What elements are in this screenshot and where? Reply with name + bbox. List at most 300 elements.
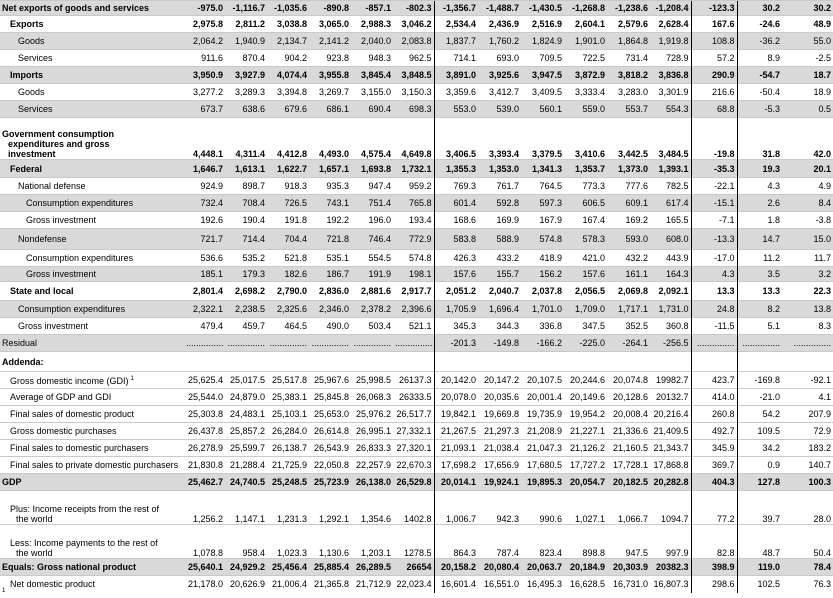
- table-cell: 25,017.5: [225, 372, 267, 389]
- table-cell: 414.0: [691, 389, 737, 406]
- table-cell: 418.9: [521, 250, 564, 267]
- table-cell: 336.8: [521, 318, 564, 335]
- table-cell: 536.6: [184, 250, 225, 267]
- table-cell: 601.4: [434, 195, 478, 212]
- table-cell: 2,040.7: [478, 282, 521, 301]
- table-cell: 20.1: [782, 160, 833, 178]
- row-label-text: Imports: [10, 70, 44, 80]
- table-cell: 426.3: [434, 250, 478, 267]
- table-cell: 20,149.6: [564, 389, 607, 406]
- table-cell: 119.0: [737, 559, 782, 576]
- table-cell: 25,599.7: [225, 440, 267, 457]
- table-cell: 13.3: [737, 282, 782, 301]
- table-cell: -1,116.7: [225, 1, 267, 16]
- table-cell: 1,354.6: [351, 491, 393, 525]
- table-cell: -24.6: [737, 16, 782, 33]
- table-cell: 904.2: [267, 50, 309, 67]
- table-cell: 443.9: [650, 250, 691, 267]
- table-cell: 39.7: [737, 491, 782, 525]
- table-cell: 109.5: [737, 423, 782, 440]
- table-cell: 1.8: [737, 212, 782, 229]
- table-cell: 1,231.3: [267, 491, 309, 525]
- row-label-text: Gross investment: [26, 269, 97, 279]
- table-cell: 704.4: [267, 229, 309, 250]
- table-cell: ...............: [691, 335, 737, 352]
- row-label-line: the world: [16, 548, 53, 558]
- table-cell: 764.5: [521, 178, 564, 195]
- table-cell: -54.7: [737, 67, 782, 84]
- table-cell: 1,760.2: [478, 33, 521, 50]
- table-cell: 773.3: [564, 178, 607, 195]
- table-cell: 2,040.0: [351, 33, 393, 50]
- table-row: [0, 67, 833, 84]
- table-cell: 3,484.5: [650, 118, 691, 160]
- table-cell: 4,493.0: [309, 118, 351, 160]
- table-cell: -7.1: [691, 212, 737, 229]
- table-cell: 19982.7: [650, 372, 691, 389]
- table-cell: 2,628.4: [650, 16, 691, 33]
- table-cell: 2,516.9: [521, 16, 564, 33]
- table-cell: 3,409.5: [521, 84, 564, 101]
- table-cell: 185.1: [184, 267, 225, 282]
- table-cell: 578.3: [564, 229, 607, 250]
- table-cell: 1,373.0: [607, 160, 650, 178]
- row-label-text: Exports: [10, 19, 44, 29]
- table-cell: 16,731.0: [607, 576, 650, 593]
- table-cell: 17,656.9: [478, 457, 521, 474]
- table-cell: 746.4: [351, 229, 393, 250]
- table-cell: 2,698.2: [225, 282, 267, 301]
- table-row: [0, 50, 833, 67]
- table-cell: 3,848.5: [393, 67, 434, 84]
- row-label: [0, 178, 184, 195]
- table-cell: 3,412.7: [478, 84, 521, 101]
- table-cell: 1278.5: [393, 525, 434, 559]
- table-cell: -1,488.7: [478, 1, 521, 16]
- table-cell: 169.9: [478, 212, 521, 229]
- table-cell: ...............: [267, 335, 309, 352]
- row-label-text: Nondefense: [18, 234, 67, 244]
- table-cell: 26,529.8: [393, 474, 434, 491]
- table-cell: 347.5: [564, 318, 607, 335]
- table-cell: 20,107.5: [521, 372, 564, 389]
- table-cell: 54.2: [737, 406, 782, 423]
- table-cell: 18.7: [782, 67, 833, 84]
- table-cell: 3,872.9: [564, 67, 607, 84]
- table-cell: 290.9: [691, 67, 737, 84]
- table-cell: 3,925.6: [478, 67, 521, 84]
- table-cell: 5.1: [737, 318, 782, 335]
- table-cell: 1,837.7: [434, 33, 478, 50]
- table-cell: 20,184.9: [564, 559, 607, 576]
- table-cell: 521.8: [267, 250, 309, 267]
- table-cell: 864.3: [434, 525, 478, 559]
- table-cell: 19,895.3: [521, 474, 564, 491]
- table-row: [0, 474, 833, 491]
- table-cell: [309, 352, 351, 372]
- table-cell: 553.0: [434, 101, 478, 118]
- table-cell: 27,320.1: [393, 440, 434, 457]
- table-row: [0, 33, 833, 50]
- table-cell: ...............: [225, 335, 267, 352]
- table-cell: 553.7: [607, 101, 650, 118]
- table-cell: 25,845.8: [309, 389, 351, 406]
- table-cell: 20,035.6: [478, 389, 521, 406]
- table-cell: 17,727.2: [564, 457, 607, 474]
- table-cell: 169.2: [607, 212, 650, 229]
- table-cell: 2,917.7: [393, 282, 434, 301]
- row-label-text: GDP: [2, 477, 22, 487]
- table-cell: 21,409.5: [650, 423, 691, 440]
- table-cell: 183.2: [782, 440, 833, 457]
- table-cell: 732.4: [184, 195, 225, 212]
- row-label-text: Equals: Gross national product: [2, 562, 137, 572]
- table-cell: 2,322.1: [184, 301, 225, 318]
- table-cell: 25,998.5: [351, 372, 393, 389]
- table-cell: 26,138.0: [351, 474, 393, 491]
- table-cell: 25,857.2: [225, 423, 267, 440]
- table-cell: 4,412.8: [267, 118, 309, 160]
- table-cell: 20382.3: [650, 559, 691, 576]
- table-row: [0, 178, 833, 195]
- table-cell: 20132.7: [650, 389, 691, 406]
- table-cell: 165.5: [650, 212, 691, 229]
- table-cell: 432.2: [607, 250, 650, 267]
- table-cell: 4,649.8: [393, 118, 434, 160]
- table-cell: 19,924.1: [478, 474, 521, 491]
- table-cell: 3,155.0: [351, 84, 393, 101]
- table-cell: 68.8: [691, 101, 737, 118]
- table-cell: 503.4: [351, 318, 393, 335]
- table-cell: 521.1: [393, 318, 434, 335]
- table-cell: -264.1: [607, 335, 650, 352]
- table-cell: 21,178.0: [184, 576, 225, 593]
- table-cell: 592.8: [478, 195, 521, 212]
- table-cell: 787.4: [478, 525, 521, 559]
- table-cell: 22,023.4: [393, 576, 434, 593]
- table-cell: 20,147.2: [478, 372, 521, 389]
- table-cell: 3,289.3: [225, 84, 267, 101]
- table-cell: 25,976.2: [351, 406, 393, 423]
- table-cell: -19.8: [691, 118, 737, 160]
- table-cell: 8.3: [782, 318, 833, 335]
- table-cell: 34.2: [737, 440, 782, 457]
- table-cell: 2,790.0: [267, 282, 309, 301]
- row-label: [0, 318, 184, 335]
- table-cell: 751.4: [351, 195, 393, 212]
- table-cell: 1,657.1: [309, 160, 351, 178]
- table-cell: ...............: [184, 335, 225, 352]
- table-cell: 190.4: [225, 212, 267, 229]
- table-cell: -2.5: [782, 50, 833, 67]
- table-cell: 19,954.2: [564, 406, 607, 423]
- table-cell: 27,332.1: [393, 423, 434, 440]
- table-row: [0, 84, 833, 101]
- table-cell: 20,626.9: [225, 576, 267, 593]
- table-cell: ...............: [393, 335, 434, 352]
- table-cell: 13.3: [691, 282, 737, 301]
- table-cell: 16,807.3: [650, 576, 691, 593]
- table-cell: 20,142.0: [434, 372, 478, 389]
- table-cell: 1,353.7: [564, 160, 607, 178]
- table-cell: 698.3: [393, 101, 434, 118]
- table-cell: 25,544.0: [184, 389, 225, 406]
- table-cell: -123.3: [691, 1, 737, 16]
- table-cell: 16,628.5: [564, 576, 607, 593]
- table-cell: 772.9: [393, 229, 434, 250]
- table-cell: 1,256.2: [184, 491, 225, 525]
- row-label: [0, 16, 184, 33]
- table-cell: 777.6: [607, 178, 650, 195]
- table-cell: 25,248.5: [267, 474, 309, 491]
- table-cell: 1094.7: [650, 491, 691, 525]
- table-cell: 1,147.1: [225, 491, 267, 525]
- table-cell: -169.8: [737, 372, 782, 389]
- table-cell: 20,054.7: [564, 474, 607, 491]
- table-cell: 28.0: [782, 491, 833, 525]
- table-cell: 2,811.2: [225, 16, 267, 33]
- table-cell: 726.5: [267, 195, 309, 212]
- table-row: [0, 195, 833, 212]
- table-cell: [691, 352, 737, 372]
- table-cell: -15.1: [691, 195, 737, 212]
- table-cell: 15.0: [782, 229, 833, 250]
- table-cell: 76.3: [782, 576, 833, 593]
- table-cell: 1,622.7: [267, 160, 309, 178]
- table-cell: 26,517.7: [393, 406, 434, 423]
- table-cell: -857.1: [351, 1, 393, 16]
- table-cell: 2,238.5: [225, 301, 267, 318]
- table-cell: 164.3: [650, 267, 691, 282]
- table-cell: 4.9: [782, 178, 833, 195]
- table-cell: 3,269.7: [309, 84, 351, 101]
- table-cell: 30.2: [782, 1, 833, 16]
- table-cell: 1,824.9: [521, 33, 564, 50]
- table-cell: 191.9: [351, 267, 393, 282]
- table-row: [0, 318, 833, 335]
- table-cell: 167.6: [691, 16, 737, 33]
- row-label-text: Net exports of goods and services: [2, 3, 150, 13]
- table-cell: 1,709.0: [564, 301, 607, 318]
- table-cell: 20,063.7: [521, 559, 564, 576]
- table-row: [0, 576, 833, 593]
- table-cell: 25,456.4: [267, 559, 309, 576]
- table-cell: 19,842.1: [434, 406, 478, 423]
- row-label-text: Final sales to private domestic purchasers: [10, 460, 179, 470]
- table-cell: [478, 352, 521, 372]
- row-label: [0, 212, 184, 229]
- table-cell: ...............: [782, 335, 833, 352]
- row-label: [0, 282, 184, 301]
- table-cell: 2,092.1: [650, 282, 691, 301]
- table-cell: 574.8: [521, 229, 564, 250]
- table-cell: 1,353.0: [478, 160, 521, 178]
- table-cell: [607, 352, 650, 372]
- table-cell: 50.4: [782, 525, 833, 559]
- table-cell: -36.2: [737, 33, 782, 50]
- table-cell: 155.7: [478, 267, 521, 282]
- table-cell: [564, 352, 607, 372]
- table-cell: 11.2: [737, 250, 782, 267]
- table-cell: 20,216.4: [650, 406, 691, 423]
- row-label: [0, 559, 184, 576]
- table-cell: 924.9: [184, 178, 225, 195]
- table-cell: 22,670.3: [393, 457, 434, 474]
- table-cell: 1,696.4: [478, 301, 521, 318]
- table-cell: 25,517.8: [267, 372, 309, 389]
- row-label: [0, 229, 184, 250]
- table-cell: 42.0: [782, 118, 833, 160]
- table-cell: ...............: [351, 335, 393, 352]
- row-label: [0, 389, 184, 406]
- table-cell: 935.3: [309, 178, 351, 195]
- row-label-line: investment: [8, 149, 56, 159]
- table-cell: 25,967.6: [309, 372, 351, 389]
- row-label-text: Gross domestic purchases: [10, 426, 117, 436]
- table-cell: 20,014.1: [434, 474, 478, 491]
- row-label: [0, 352, 184, 372]
- table-cell: 345.3: [434, 318, 478, 335]
- table-cell: 26,138.7: [267, 440, 309, 457]
- table-row: [0, 301, 833, 318]
- table-cell: 479.4: [184, 318, 225, 335]
- table-cell: 2,836.0: [309, 282, 351, 301]
- row-label-text: Gross investment: [26, 215, 97, 225]
- row-label-line: Plus: Income receipts from the rest of: [10, 504, 160, 514]
- table-row: [0, 525, 833, 559]
- table-cell: 3,947.5: [521, 67, 564, 84]
- table-row: [0, 282, 833, 301]
- row-label: [0, 576, 184, 593]
- table-cell: 17,698.2: [434, 457, 478, 474]
- table-cell: 1,646.7: [184, 160, 225, 178]
- table-cell: 3,283.0: [607, 84, 650, 101]
- row-label: [0, 491, 184, 525]
- table-cell: [184, 352, 225, 372]
- table-row: [0, 406, 833, 423]
- table-cell: 1,292.1: [309, 491, 351, 525]
- table-cell: 26,289.5: [351, 559, 393, 576]
- table-cell: -1,238.6: [607, 1, 650, 16]
- table-cell: 923.8: [309, 50, 351, 67]
- row-label: [0, 525, 184, 559]
- table-cell: 3,410.6: [564, 118, 607, 160]
- table-cell: 24.8: [691, 301, 737, 318]
- row-label-text: Federal: [10, 163, 43, 174]
- table-row: [0, 559, 833, 576]
- table-row: [0, 250, 833, 267]
- table-cell: 1,864.8: [607, 33, 650, 50]
- table-cell: 492.7: [691, 423, 737, 440]
- table-cell: 360.8: [650, 318, 691, 335]
- table-cell: 2,083.8: [393, 33, 434, 50]
- row-label: [0, 160, 184, 178]
- table-cell: 26,614.8: [309, 423, 351, 440]
- table-cell: 2,037.8: [521, 282, 564, 301]
- table-cell: 21,288.4: [225, 457, 267, 474]
- table-cell: -1,035.6: [267, 1, 309, 16]
- table-cell: 2,579.6: [607, 16, 650, 33]
- table-cell: 21,343.7: [650, 440, 691, 457]
- table-cell: 3,818.2: [607, 67, 650, 84]
- table-cell: 1,130.6: [309, 525, 351, 559]
- table-cell: -22.1: [691, 178, 737, 195]
- table-cell: -1,268.8: [564, 1, 607, 16]
- table-cell: 2,064.2: [184, 33, 225, 50]
- table-cell: 344.3: [478, 318, 521, 335]
- table-cell: 1,701.0: [521, 301, 564, 318]
- table-cell: 21,006.4: [267, 576, 309, 593]
- table-cell: 1,717.1: [607, 301, 650, 318]
- table-cell: 404.3: [691, 474, 737, 491]
- table-cell: 2,534.4: [434, 16, 478, 33]
- table-cell: [650, 352, 691, 372]
- table-cell: 714.1: [434, 50, 478, 67]
- table-cell: 13.8: [782, 301, 833, 318]
- table-cell: 25,723.9: [309, 474, 351, 491]
- table-cell: 535.2: [225, 250, 267, 267]
- table-cell: 21,297.3: [478, 423, 521, 440]
- table-cell: 25,383.1: [267, 389, 309, 406]
- table-row: [0, 491, 833, 525]
- table-cell: 2,069.8: [607, 282, 650, 301]
- table-row: [0, 267, 833, 282]
- row-label: [0, 457, 184, 474]
- table-cell: 19.3: [737, 160, 782, 178]
- table-cell: 24,483.1: [225, 406, 267, 423]
- table-cell: 192.2: [309, 212, 351, 229]
- row-label-text: Average of GDP and GDI: [10, 392, 112, 402]
- row-label: [0, 372, 184, 389]
- table-cell: [393, 352, 434, 372]
- table-row: [0, 440, 833, 457]
- table-cell: 1,901.0: [564, 33, 607, 50]
- table-cell: 1,023.3: [267, 525, 309, 559]
- table-cell: 2.6: [737, 195, 782, 212]
- table-cell: 48.7: [737, 525, 782, 559]
- table-cell: 1,731.0: [650, 301, 691, 318]
- table-cell: 298.6: [691, 576, 737, 593]
- table-row: [0, 335, 833, 352]
- table-cell: 26137.3: [393, 372, 434, 389]
- table-cell: 0.5: [782, 101, 833, 118]
- table-cell: 17,868.8: [650, 457, 691, 474]
- table-cell: 948.3: [351, 50, 393, 67]
- table-cell: 20,182.5: [607, 474, 650, 491]
- table-row: [0, 16, 833, 33]
- row-label-text: Final sales to domestic purchasers: [10, 443, 149, 453]
- table-cell: [267, 352, 309, 372]
- table-cell: -166.2: [521, 335, 564, 352]
- row-label: [0, 335, 184, 352]
- table-cell: 31.8: [737, 118, 782, 160]
- table-row: [0, 389, 833, 406]
- table-cell: 1,355.3: [434, 160, 478, 178]
- table-cell: 4,074.4: [267, 67, 309, 84]
- table-cell: 1,693.8: [351, 160, 393, 178]
- table-cell: 8.9: [737, 50, 782, 67]
- table-cell: 769.3: [434, 178, 478, 195]
- table-cell: -5.3: [737, 101, 782, 118]
- table-cell: 1,393.1: [650, 160, 691, 178]
- table-cell: -35.3: [691, 160, 737, 178]
- table-cell: 1,732.1: [393, 160, 434, 178]
- table-cell: 2,396.6: [393, 301, 434, 318]
- table-cell: 1,006.7: [434, 491, 478, 525]
- table-cell: 3,393.4: [478, 118, 521, 160]
- table-cell: 2,134.7: [267, 33, 309, 50]
- table-cell: -17.0: [691, 250, 737, 267]
